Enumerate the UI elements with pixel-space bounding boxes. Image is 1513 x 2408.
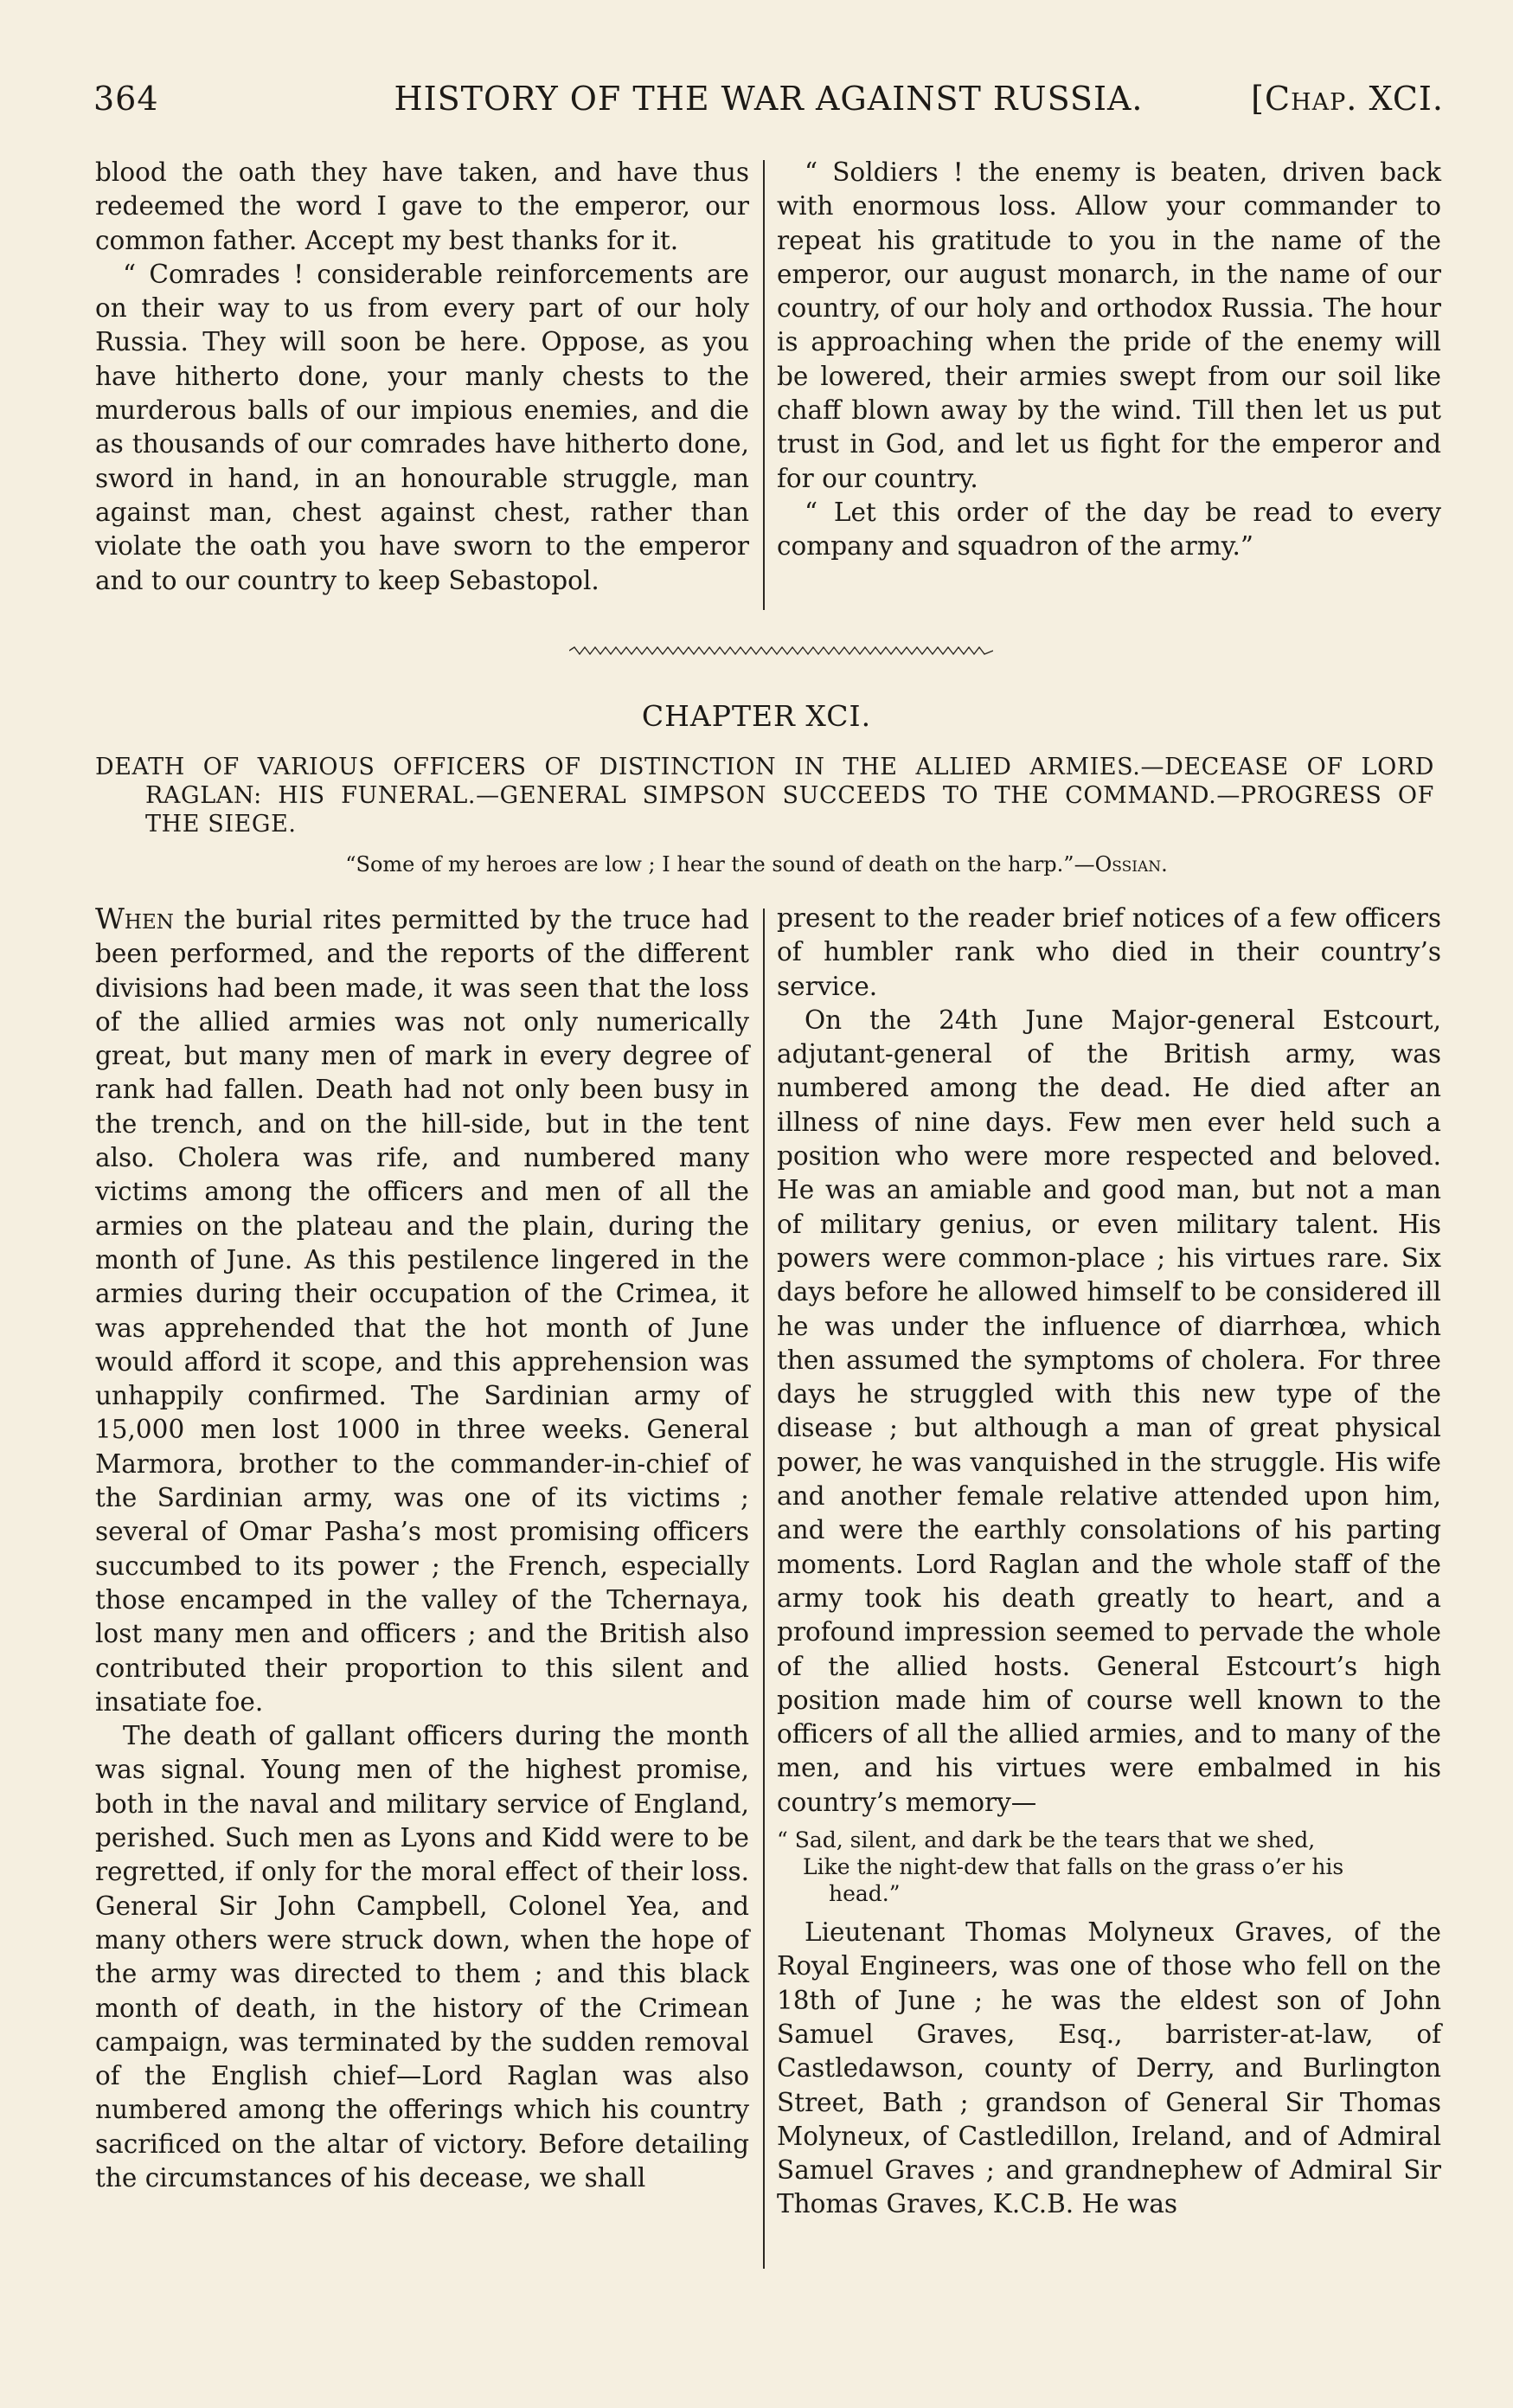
paragraph: “ Soldiers ! the enemy is beaten, driven back with enormous loss. Allow your commander to repeat his gratitude to you in the name of the emperor, our august monarch, in the name of our country, of our holy and orthodox Russia. The hour is approaching when the pride of the enemy will be lowered, their armies swept from our soil like chaff blown away by the wind. Till then let us put trust in God, and let us fight for the emperor and for our country. <box>777 157 1441 493</box>
summary-line: DEATH OF VARIOUS OFFICERS OF DISTINCTION IN THE ALLIED ARMIES.—DECEASE OF LORD <box>95 754 1434 780</box>
column-divider <box>763 909 765 2269</box>
paragraph: On the 24th June Major-general Estcourt, adjutant-general of the British army, was numbered among the dead. He died after an illness of nine days. Few men ever held such a position who were more respected and beloved. He was an amiable and good man, but not a man of military genius, or even military talent. His powers were common-place ; his virtues rare. Six days before he allowed himself to be considered ill he was under the influence of diarrhœa, which then assumed the symptoms of cholera. For three days he struggled with this new type of the disease ; but although a man of great physical power, he was vanquished in the struggle. His wife and another female relative attended upon him, and were the earthly consolations of his parting moments. Lord Raglan and the whole staff of the army took his death greatly to heart, and a profound impression seemed to pervade the whole of the allied hosts. General Estcourt’s high position made him of course well known to the officers of all the allied armies, and to many of the men, and his virtues were embalmed in his country’s memory— <box>777 1005 1441 1817</box>
paragraph: The death of gallant officers during the month was signal. Young men of the highest promise, both in the naval and military service of England, perished. Such men as Lyons and Kidd were to be regretted, if only for the moral effect of their loss. General Sir John Campbell, Colonel Yea, and many others were struck down, when the hope of the army was directed to them ; and this black month of death, in the history of the Crimean campaign, was terminated by the sudden removal of the English chief—Lord Raglan was also numbered among the offerings which his country sacrificed on the altar of victory. Before detailing the circumstances of his decease, we shall <box>95 1721 749 2193</box>
summary-line: THE SIEGE. <box>145 811 297 838</box>
paragraph: “ Let this order of the day be read to every company and squadron of the army.” <box>777 497 1441 562</box>
running-title: HISTORY OF THE WAR AGAINST RUSSIA. <box>394 80 1144 118</box>
epigraph-text: “Some of my heroes are low ; I hear the sound of death on the harp.”— <box>345 852 1095 877</box>
verse-line: head.” <box>829 1881 901 1907</box>
chapter-heading: CHAPTER XCI. <box>641 699 872 733</box>
chapter-summary <box>95 753 1434 838</box>
paragraph: Lieutenant Thomas Molyneux Graves, of the Royal Engineers, was one of those who fell on the 18th of June ; he was the eldest son of John Samuel Graves, Esq., barrister-at-law, of Castledawson, county of Derry, and Burlington Street, Bath ; grandson of General Sir Thomas Molyneux, of Castledillon, Ireland, and of Admiral Samuel Graves ; and grandnephew of Admiral Sir Thomas Graves, K.C.B. He was <box>777 1917 1441 2219</box>
running-header <box>93 80 1444 132</box>
epigraph <box>0 852 1513 877</box>
verse-line: “ Sad, silent, and dark be the tears that we shed, <box>777 1827 1316 1853</box>
verse-quotation <box>777 1827 1441 1907</box>
column-divider <box>763 160 765 610</box>
paragraph: present to the reader brief notices of a few officers of humbler rank who died in their country’s service. <box>777 903 1441 1001</box>
paragraph-text: the burial rites permitted by the truce had been performed, and the reports of the different divisions had been made, it was seen that the loss of the allied armies was not only numerically great, but many men of mark in every degree of rank had fallen. Death had not only been busy in the trench, and on the hill-side, but in the tent also. Cholera was rife, and numbered many victims among the officers and men of all the armies on the plateau and the plain, during the month of June. As this pestilence lingered in the armies during their occupation of the Crimea, it was apprehended that the hot month of June would afford it scope, and this apprehension was unhappily confirmed. The Sardinian army of 15,000 men lost 1000 in three weeks. General Marmora, brother to the commander-in-chief of the Sardinian army, was one of its victims ; several of Omar Pasha’s most promising officers succumbed to its power ; the French, especially those encamped in the valley of the Tchernaya, lost many men and officers ; and the British also contributed their proportion to this silent and insatiate foe. <box>95 905 749 1717</box>
chapter-reference: [Chap. XCI. <box>1251 80 1444 118</box>
epigraph-source: Ossian. <box>1094 852 1168 877</box>
main-right-column <box>777 902 1441 2222</box>
verse-line: Like the night-dew that falls on the grass o’er his <box>803 1854 1344 1880</box>
top-left-column <box>95 156 749 598</box>
ornamental-divider <box>569 644 993 658</box>
page-number: 364 <box>93 80 159 118</box>
summary-line: RAGLAN: HIS FUNERAL.—GENERAL SIMPSON SUCCEEDS TO THE COMMAND.—PROGRESS OF <box>145 782 1434 809</box>
paragraph: “ Comrades ! considerable reinforcements are on their way to us from every part of our holy Russia. They will soon be here. Oppose, as you have hitherto done, your manly chests to the murderous balls of our impious enemies, and die as thousands of our comrades have hitherto done, sword in hand, in an honourable struggle, man against man, chest against chest, rather than violate the oath you have sworn to the emperor and to our country to keep Sebastopol. <box>95 259 749 595</box>
top-right-column <box>777 156 1441 564</box>
main-left-column <box>95 902 749 2195</box>
paragraph <box>95 902 749 1719</box>
paragraph: blood the oath they have taken, and have thus redeemed the word I gave to the emperor, our common father. Accept my best thanks for it. <box>95 157 749 255</box>
opening-word: When <box>95 902 174 935</box>
